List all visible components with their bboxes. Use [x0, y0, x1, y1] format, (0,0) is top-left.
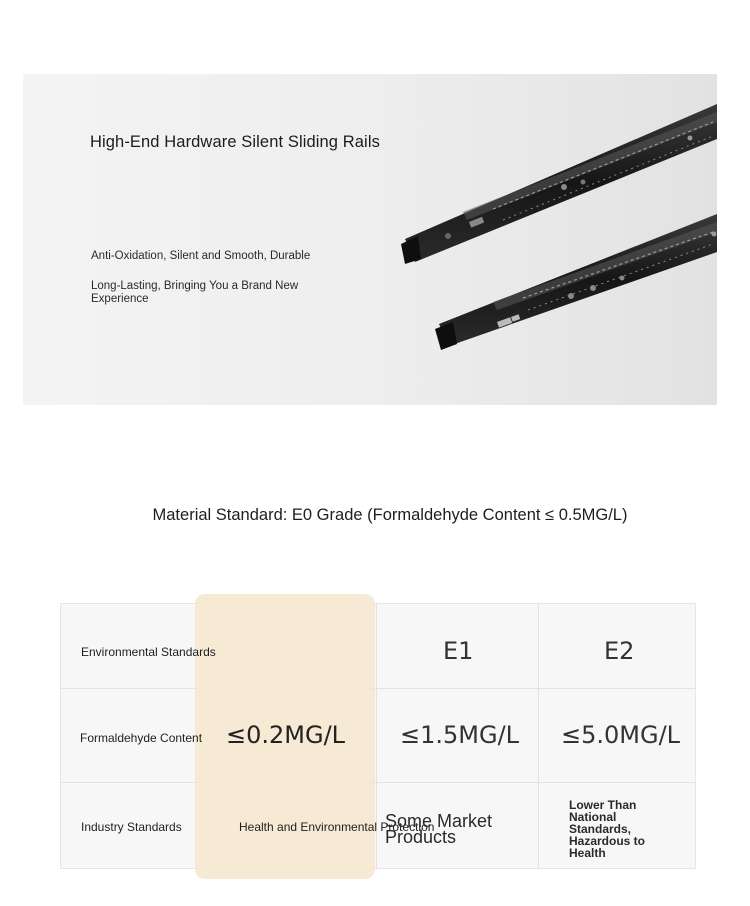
cell-e1-formaldehyde: ≤1.5MG/L — [400, 721, 520, 749]
row-label-environmental-standards: Environmental Standards — [81, 645, 216, 659]
row-divider — [61, 782, 695, 783]
cell-e0-formaldehyde: ≤0.2MG/L — [226, 721, 346, 749]
cell-e0-industry: Health and Environmental Protection — [239, 820, 435, 834]
column-divider — [538, 604, 539, 868]
cell-e2-formaldehyde: ≤5.0MG/L — [561, 721, 681, 749]
material-standard-title: Material Standard: E0 Grade (Formaldehyde Content ≤ 0.5MG/L) — [152, 506, 628, 524]
cell-e1-industry: Some Market Products — [385, 811, 493, 847]
hero-title: High-End Hardware Silent Sliding Rails — [90, 133, 380, 151]
row-label-formaldehyde-content: Formaldehyde Content — [80, 731, 203, 745]
cell-e2-grade: E2 — [604, 637, 635, 665]
row-label-industry-standards: Industry Standards — [81, 820, 182, 834]
cell-e2-industry: Lower Than National Standards, Hazardous to Health — [569, 798, 646, 860]
cell-e1-grade: E1 — [443, 637, 474, 665]
row-divider — [61, 688, 695, 689]
sliding-rails-image — [23, 74, 717, 405]
hero-tagline-2: Long-Lasting, Bringing You a Brand New Experience — [91, 280, 299, 305]
hero-banner — [23, 74, 717, 405]
hero-tagline-1: Anti-Oxidation, Silent and Smooth, Durable — [91, 250, 311, 262]
